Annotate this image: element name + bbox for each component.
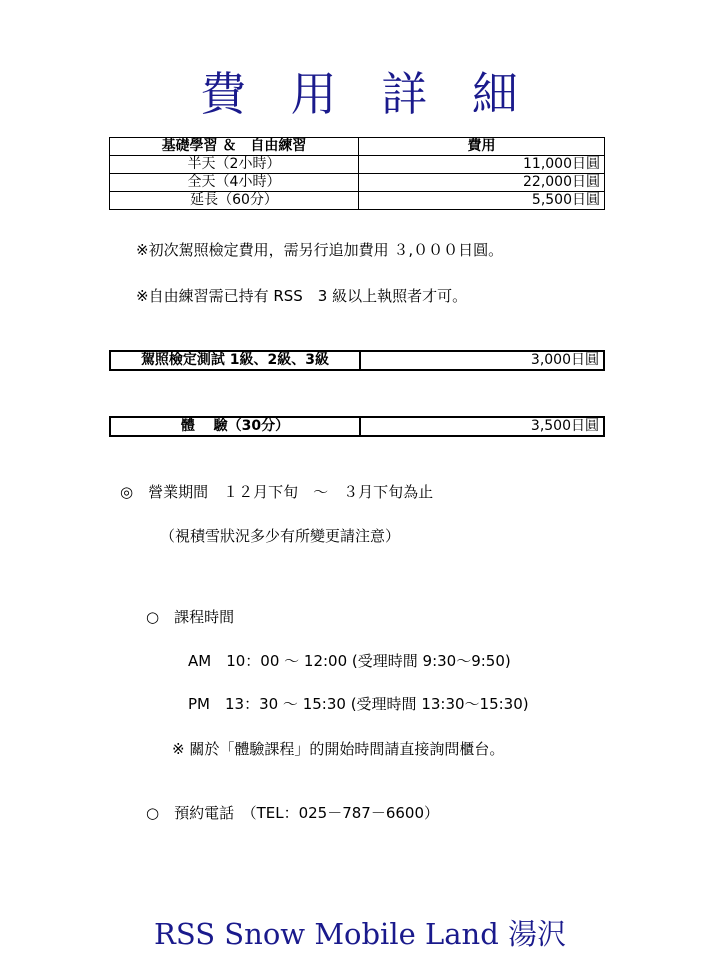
free-practice-requirement-note: ※自由練習需已持有 RSS 3 級以上執照者才可。 (136, 287, 468, 305)
row-fee: 22,000日圓 (359, 174, 605, 192)
row-course: 延長（60分） (110, 192, 359, 210)
schedule-pm: PM 13：30 ～ 15:30 (受理時間 13:30～15:30) (188, 695, 529, 713)
footer-brand: RSS Snow Mobile Land 湯沢 (154, 917, 566, 951)
row-course: 全天（4小時） (110, 174, 359, 192)
license-exam-label: 駕照檢定測試 1級、2級、3級 (110, 351, 360, 370)
page-title: 費 用 詳 細 (200, 67, 520, 121)
license-exam-table (109, 350, 605, 371)
business-period: ◎ 營業期間 １２月下旬 ～ ３月下旬為止 (120, 483, 434, 501)
row-course: 半天（2小時） (110, 156, 359, 174)
table-row (110, 156, 605, 174)
table-header-course: 基礎學習 ＆ 自由練習 (110, 138, 359, 156)
table-header-fee: 費用 (359, 138, 605, 156)
table-row (110, 417, 604, 436)
table-row (110, 174, 605, 192)
experience-label: 體 驗（30分） (110, 417, 360, 436)
license-exam-price: 3,000日圓 (360, 351, 604, 370)
table-row (110, 351, 604, 370)
table-row (110, 192, 605, 210)
business-period-note: （視積雪狀況多少有所變更請注意） (160, 527, 401, 545)
schedule-heading: ○ 課程時間 (146, 608, 235, 626)
experience-table (109, 416, 605, 437)
schedule-am: AM 10：00 ～ 12:00 (受理時間 9:30～9:50) (188, 652, 511, 670)
table-header-row (110, 138, 605, 156)
experience-price: 3,500日圓 (360, 417, 604, 436)
schedule-note: ※ 關於「體驗課程」的開始時間請直接詢問櫃台。 (172, 740, 505, 758)
reservation-phone: ○ 預約電話 （TEL：025－787－6600） (146, 804, 440, 822)
row-fee: 5,500日圓 (359, 192, 605, 210)
row-fee: 11,000日圓 (359, 156, 605, 174)
first-license-fee-note: ※初次駕照檢定費用，需另行追加費用 ３,０００日圓。 (136, 241, 504, 259)
fee-table (109, 137, 605, 210)
